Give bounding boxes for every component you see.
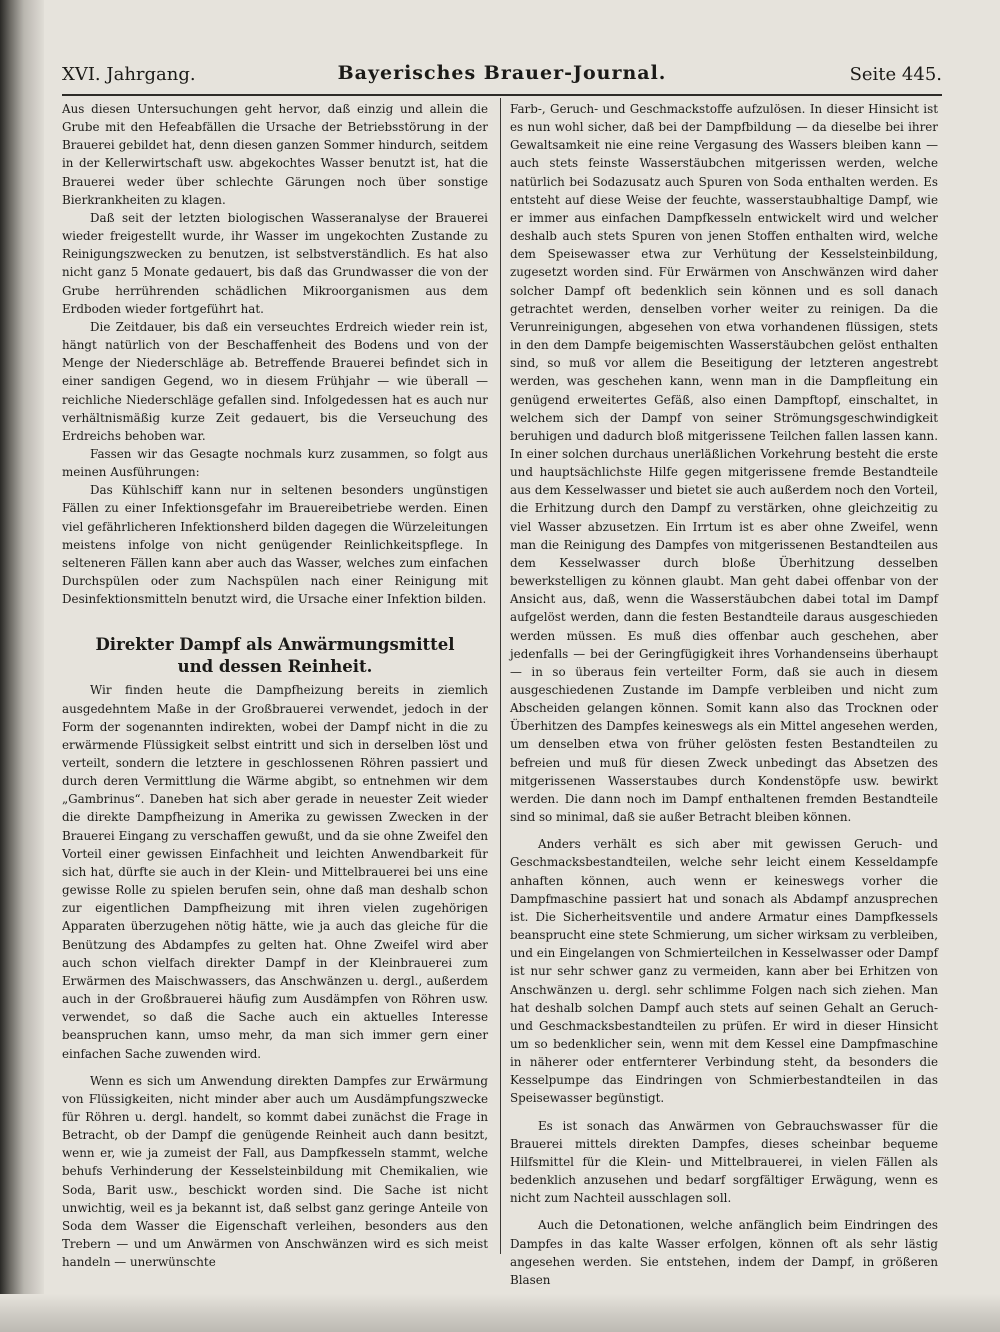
article-heading-line-2: und dessen Reinheit. [177,657,373,677]
paragraph: Die Zeitdauer, bis daß ein verseuchtes Erdreich wieder rein ist, hängt natürlich von der Beschaffenheit des Bodens und von der Menge der Niederschläge ab. Betreffende Brauerei befindet sich in einer sandigen Gegend, wo in diesem Frühjahr — wie überall — reichliche Niederschläge gefallen sind. Infolgedessen hat es auch nur verhältnismäßig kurze Zeit gedauert, bis die Verseuchung des Erdreichs behoben war. [62,319,488,443]
page-bottom-margin [0,1294,1000,1332]
paragraph: Das Kühlschiff kann nur in seltenen besonders ungünstigen Fällen zu einer Infektionsgefahr im Brauereibetriebe werden. Einen viel gefährlicheren Infektionsherd bilden dagegen die Würzeleitungen meistens infolge von nicht genügender Reinlichkeitspflege. In selteneren Fällen kann aber auch das Wasser, welches zum einfachen Durchspülen oder zum Nachspülen nach einer Reinigung mit Desinfektionsmitteln benutzt wird, die Ursache einer Infektion bilden. [62,483,488,607]
paragraph: Auch die Detonationen, welche anfänglich beim Eindringen des Dampfes in das kalte Wasser erfolgen, können oft als sehr lästig angesehen werden. Sie entstehen, indem der Dampf, in größeren Blasen [510,1218,938,1287]
page-binding-shadow [0,0,44,1332]
paragraph: Wenn es sich um Anwendung direkten Dampfes zur Erwärmung von Flüssigkeiten, nicht minder aber auch um Ausdämpfungszwecke für Röhren u. dergl. handelt, so kommt dabei zunächst die Frage in Betracht, ob der Dampf die genügende Reinheit auch dann besitzt, wenn er, wie ja zumeist der Fall, aus Dampfkesseln stammt, welche behufs Verhinderung der Kesselsteinbildung mit Chemikalien, wie Soda, Barit usw., beschickt worden sind. Die Sache ist nicht unwichtig, weil es ja bekannt ist, daß selbst ganz geringe Anteile von Soda dem Wasser die Eigenschaft verleihen, besonders aus den Trebern — und um Anwärmen von Anschwänzen wird es sich meist handeln — unerwünschte [62,1073,488,1270]
paragraph: Daß seit der letzten biologischen Wasseranalyse der Brauerei wieder freigestellt wurde, ihr Wasser im ungekochten Zustande zu Reinigungszwecken zu benutzen, ist selbstverständlich. Es hat also nicht ganz 5 Monate gedauert, bis daß das Grundwasser die von der Grube herrührenden schädlichen Mikroorganismen aus dem Erdboden wieder fortgeführt hat. [62,210,488,316]
paragraph: Fassen wir das Gesagte nochmals kurz zusammen, so folgt aus meinen Ausführungen: [62,446,488,480]
column-divider [500,98,501,1254]
page-number: Seite 445. [849,64,942,85]
header-rule [62,94,942,96]
journal-title: Bayerisches Brauer-Journal. [337,62,667,84]
paragraph: Anders verhält es sich aber mit gewissen Geruch- und Geschmacksbestandteilen, welche sehr leicht einem Kesseldampfe anhaften können, auch wenn er keineswegs vorher die Dampfmaschine passiert hat und sonach als Abdampf anzusprechen ist. Die Sicherheitsventile und andere Armatur eines Dampfkessels beansprucht eine stete Schmierung, um sicher wirksam zu verbleiben, und ein Eingelangen von Schmierteilchen in Kesselwasser oder Dampf ist nur sehr schwer ganz zu vermeiden, kann aber bei Erhitzen von Anschwänzen u. dergl. sehr schlimme Folgen nach sich ziehen. Man hat deshalb solchen Dampf auch stets auf seinen Gehalt an Geruch- und Geschmacksbestandteilen zu prüfen. Er wird in dieser Hinsicht um so bedenklicher sein, wenn mit dem Kessel eine Dampfmaschine in näherer oder entfernterer Verbindung steht, da besonders die Kesselpumpe das Eindringen von Schmierbestandteilen in das Speisewasser begünstigt. [510,837,938,1106]
paragraph: Farb-, Geruch- und Geschmackstoffe aufzulösen. In dieser Hinsicht ist es nun wohl sicher, daß bei der Dampfbildung — da dieselbe bei ihrer Gewaltsamkeit nie eine reine Vergasung des Wassers bleiben kann — auch stets feinste Wasserstäubchen mitgerissen werden, welche natürlich bei Sodazusatz auch Spuren von Soda enthalten werden. Es entsteht auf diese Weise der feuchte, wasserstaubhaltige Dampf, wie er immer aus einfachen Dampfkesseln entwickelt wird und welcher deshalb auch stets Spuren von jenen Stoffen enthalten wird, welche dem Speisewasser etwa zur Verhütung der Kesselsteinbildung, zugesetzt worden sind. Für Erwärmen von Anschwänzen wird daher solcher Dampf oft bedenklich sein können und es soll danach getrachtet werden, denselben vorher weiter zu reinigen. Da die Verunreinigungen, abgesehen von etwa vorhandenen flüssigen, stets in den dem Dampfe beigemischten Wasserstäubchen gelöst enthalten sind, so muß vor allem die Beseitigung der letzteren angestrebt werden, was geschehen kann, wenn man in die Dampfleitung ein genügend erweitertes Gefäß, also einen Dampftopf, einschaltet, in welchem sich der Dampf von seiner Strömungsgeschwindigkeit beruhigen und dadurch bloß mitgerissene Teilchen fallen lassen kann. In einer solchen durchaus unerläßlichen Vorkehrung besteht die erste und hauptsächlichste Hilfe gegen mitgerissene fremde Bestandteile aus dem Kesselwasser und bietet sie auch außerdem noch den Vorteil, die Erhitzung durch den Dampf zu verstärken, ohne gleichzeitig zu viel Wasser abzusetzen. Ein Irrtum ist es aber ohne Zweifel, wenn man die Reinigung des Dampfes von mitgerissenen Bestandteilen aus dem Kesselwasser durch bloße Überhitzung desselben bewerkstelligen zu können glaubt. Man geht dabei offenbar von der Ansicht aus, daß, wenn die Wasserstäubchen dabei total im Dampf aufgelöst werden, dann die festen Bestandteile daraus ausgeschieden werden müssen. Es muß dies offenbar auch geschehen, aber jedenfalls — bei der Geringfügigkeit ihres Vorhandenseins überhaupt — in so überaus fein verteilter Form, daß sie auch in diesem ausgeschiedenen Zustande im Dampfe verbleiben und nicht zum Abscheiden gelangen können. Somit kann also das Trocknen oder Überhitzen des Dampfes keineswegs als ein Mittel angesehen werden, um denselben etwa von früher gelösten festen Bestandteilen zu befreien und muß für diesen Zweck unbedingt das Absetzen des mitgerissenen Wasserstaubes durch Kondenstöpfe usw. bewirkt werden. Die dann noch im Dampf enthaltenen fremden Bestandteile sind so minimal, daß sie außer Betracht bleiben können. [510,102,938,825]
page-header [62,62,942,92]
paragraph: Es ist sonach das Anwärmen von Gebrauchswasser für die Brauerei mittels direkten Dampfes, dieses scheinbar bequeme Hilfsmittel für die Klein- und Mittelbrauerei, in vielen Fällen als bedenklich anzusehen und bedarf sorgfältiger Erwägung, wenn es nicht zum Nachteil ausschlagen soll. [510,1118,938,1206]
right-column [510,100,938,1287]
article-heading-line-1: Direkter Dampf als Anwärmungsmittel [95,635,455,655]
paragraph: Wir finden heute die Dampfheizung bereits in ziemlich ausgedehntem Maße in der Großbrauerei verwendet, jedoch in der Form der sogenannten indirekten, wobei der Dampf nicht in die zu erwärmende Flüssigkeit selbst eintritt und sich in derselben löst und verteilt, sondern die letztere in geschlossenen Röhren passiert und durch deren Vermittlung die Wärme abgibt, so entnehmen wir dem „Gambrinus“. Daneben hat sich aber gerade in neuester Zeit wieder die direkte Dampfheizung in Amerika zu gewissen Zwecken in der Brauerei Eingang zu verschaffen gewußt, und da sie ohne Zweifel den Vorteil einer gewissen Einfachheit und leichten Anwendbarkeit für sich hat, dürfte sie auch in der Klein- und Mittelbrauerei bei uns eine gewisse Rolle zu spielen berufen sein, ohne daß man deshalb schon zur eigentlichen Dampfheizung mit ihren vielen zugehörigen Apparaten überzugehen nötig hätte, wie ja auch das gleiche für die Benützung des Abdampfes zu gelten hat. Ohne Zweifel wird aber auch schon vielfach direkter Dampf in der Kleinbrauerei zum Erwärmen des Maischwassers, das Anschwänzen u. dergl., außerdem auch in der Großbrauerei häufig zum Ausdämpfen von Röhren usw. verwendet, so daß die Sache auch ein aktuelles Interesse beanspruchen kann, umso mehr, da man sich immer gern einer einfachen Sache zuwenden wird. [62,683,488,1061]
article-heading [62,634,488,678]
left-column [62,100,488,1270]
paragraph: Aus diesen Untersuchungen geht hervor, daß einzig und allein die Grube mit den Hefeabfällen die Ursache der Betriebsstörung in der Brauerei gebildet hat, denn diesen ganzen Sommer hindurch, seitdem in der Kellerwirtschaft usw. abgekochtes Wasser benutzt ist, hat die Brauerei weder über schlechte Gärungen noch über sonstige Bierkrankheiten zu klagen. [62,102,488,207]
volume-label: XVI. Jahrgang. [62,64,196,85]
